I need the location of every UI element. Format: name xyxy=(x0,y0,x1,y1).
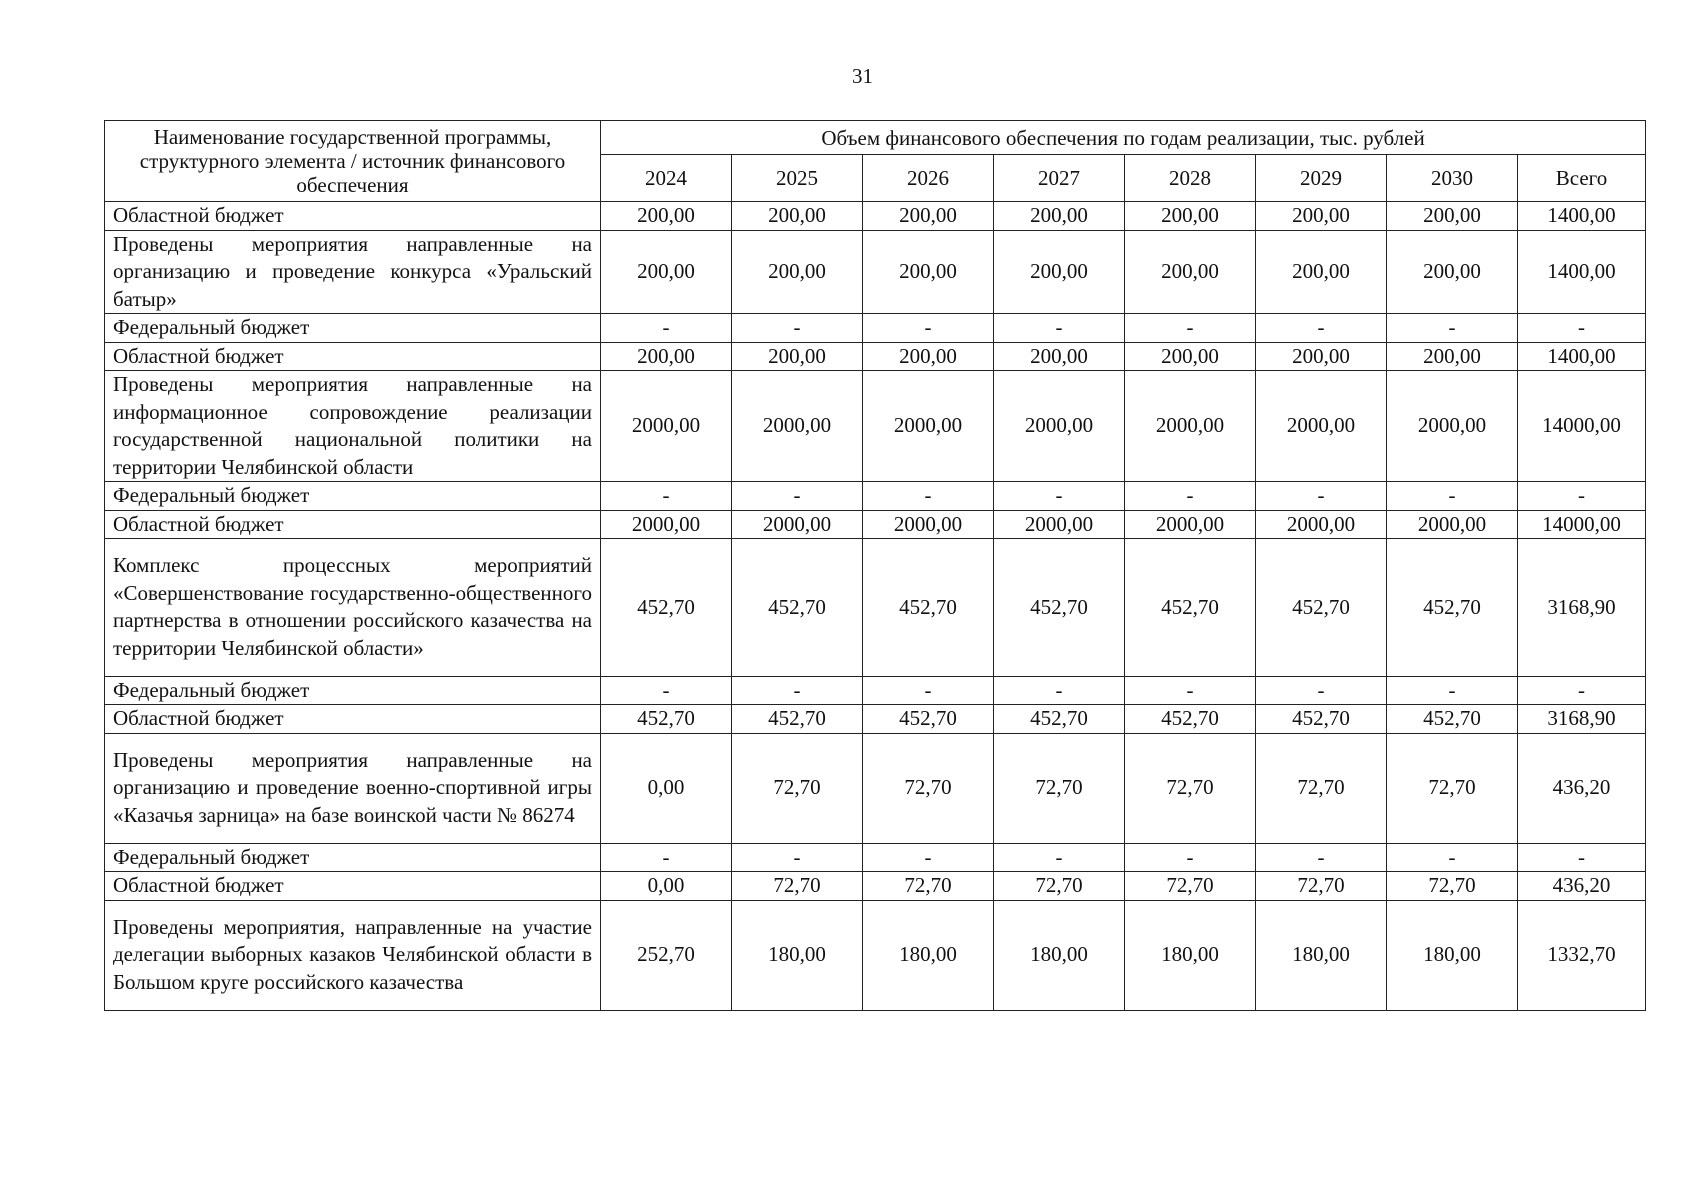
row-name-cell: Областной бюджет xyxy=(105,202,601,231)
year-value-cell: 72,70 xyxy=(1125,872,1256,901)
row-name-cell: Федеральный бюджет xyxy=(105,482,601,511)
total-value-cell: 14000,00 xyxy=(1518,510,1646,539)
funding-volume-header: Объем финансового обеспечения по годам реализации, тыс. рублей xyxy=(601,121,1646,155)
table-row xyxy=(105,900,1646,1010)
year-column-header: 2029 xyxy=(1256,155,1387,202)
year-value-cell: 200,00 xyxy=(994,230,1125,314)
name-column-header: Наименование государственной программы, структурного элемента / источник финансового обеспечения xyxy=(105,121,601,202)
year-value-cell: 452,70 xyxy=(1125,539,1256,677)
year-value-cell: - xyxy=(1125,482,1256,511)
year-column-header: 2030 xyxy=(1387,155,1518,202)
table-row xyxy=(105,510,1646,539)
year-value-cell: 2000,00 xyxy=(1125,371,1256,482)
row-name-cell: Областной бюджет xyxy=(105,342,601,371)
year-value-cell: 452,70 xyxy=(732,705,863,734)
year-value-cell: - xyxy=(732,482,863,511)
total-value-cell: 3168,90 xyxy=(1518,539,1646,677)
year-value-cell: - xyxy=(1387,676,1518,705)
year-value-cell: 72,70 xyxy=(994,872,1125,901)
total-value-cell: 436,20 xyxy=(1518,872,1646,901)
total-value-cell: 436,20 xyxy=(1518,733,1646,843)
year-value-cell: 180,00 xyxy=(1125,900,1256,1010)
year-value-cell: 200,00 xyxy=(1387,230,1518,314)
year-value-cell: 200,00 xyxy=(601,230,732,314)
year-value-cell: 2000,00 xyxy=(863,510,994,539)
year-value-cell: - xyxy=(1256,482,1387,511)
row-name-cell: Федеральный бюджет xyxy=(105,314,601,343)
year-value-cell: 2000,00 xyxy=(601,510,732,539)
year-value-cell: 72,70 xyxy=(732,733,863,843)
year-value-cell: - xyxy=(601,314,732,343)
table-row xyxy=(105,843,1646,872)
year-value-cell: - xyxy=(601,482,732,511)
year-value-cell: 200,00 xyxy=(1125,230,1256,314)
table-row xyxy=(105,371,1646,482)
row-name-cell: Областной бюджет xyxy=(105,510,601,539)
year-value-cell: - xyxy=(1125,676,1256,705)
year-value-cell: - xyxy=(732,843,863,872)
year-value-cell: 200,00 xyxy=(1125,342,1256,371)
row-name-cell: Областной бюджет xyxy=(105,872,601,901)
year-value-cell: 200,00 xyxy=(1256,202,1387,231)
total-value-cell: 14000,00 xyxy=(1518,371,1646,482)
year-value-cell: 200,00 xyxy=(732,202,863,231)
year-value-cell: 452,70 xyxy=(601,705,732,734)
total-column-header: Всего xyxy=(1518,155,1646,202)
table-row xyxy=(105,482,1646,511)
year-value-cell: 2000,00 xyxy=(863,371,994,482)
table-row xyxy=(105,230,1646,314)
year-value-cell: - xyxy=(863,843,994,872)
table-row xyxy=(105,202,1646,231)
year-value-cell: 0,00 xyxy=(601,872,732,901)
total-value-cell: 3168,90 xyxy=(1518,705,1646,734)
year-value-cell: 200,00 xyxy=(732,230,863,314)
year-value-cell: 180,00 xyxy=(1256,900,1387,1010)
year-value-cell: 452,70 xyxy=(601,539,732,677)
table-row xyxy=(105,733,1646,843)
year-value-cell: - xyxy=(1256,676,1387,705)
table-row xyxy=(105,872,1646,901)
year-column-header: 2026 xyxy=(863,155,994,202)
year-value-cell: - xyxy=(1387,482,1518,511)
table-row xyxy=(105,342,1646,371)
total-value-cell: - xyxy=(1518,314,1646,343)
year-value-cell: 200,00 xyxy=(1256,342,1387,371)
year-value-cell: - xyxy=(994,314,1125,343)
year-value-cell: 200,00 xyxy=(732,342,863,371)
table-row xyxy=(105,705,1646,734)
year-value-cell: 200,00 xyxy=(1387,202,1518,231)
year-value-cell: 452,70 xyxy=(994,705,1125,734)
year-value-cell: 2000,00 xyxy=(601,371,732,482)
year-value-cell: - xyxy=(994,676,1125,705)
table-body xyxy=(105,202,1646,1011)
year-value-cell: 180,00 xyxy=(994,900,1125,1010)
year-value-cell: 72,70 xyxy=(1387,733,1518,843)
year-column-header: 2024 xyxy=(601,155,732,202)
year-value-cell: 200,00 xyxy=(601,202,732,231)
row-name-cell: Федеральный бюджет xyxy=(105,843,601,872)
year-value-cell: - xyxy=(1256,843,1387,872)
year-value-cell: 72,70 xyxy=(1125,733,1256,843)
year-value-cell: - xyxy=(1256,314,1387,343)
year-value-cell: - xyxy=(601,843,732,872)
year-value-cell: 200,00 xyxy=(1256,230,1387,314)
year-value-cell: - xyxy=(1125,314,1256,343)
year-value-cell: 200,00 xyxy=(601,342,732,371)
financing-table xyxy=(104,120,1646,1011)
year-value-cell: 2000,00 xyxy=(1125,510,1256,539)
year-value-cell: 452,70 xyxy=(1256,539,1387,677)
year-value-cell: 200,00 xyxy=(1387,342,1518,371)
year-column-header: 2025 xyxy=(732,155,863,202)
year-column-header: 2027 xyxy=(994,155,1125,202)
year-value-cell: 2000,00 xyxy=(1256,510,1387,539)
year-value-cell: 72,70 xyxy=(1256,733,1387,843)
year-value-cell: 452,70 xyxy=(863,539,994,677)
year-value-cell: - xyxy=(994,482,1125,511)
total-value-cell: 1400,00 xyxy=(1518,202,1646,231)
total-value-cell: 1400,00 xyxy=(1518,230,1646,314)
year-value-cell: 452,70 xyxy=(1387,705,1518,734)
year-value-cell: 452,70 xyxy=(1125,705,1256,734)
year-value-cell: - xyxy=(994,843,1125,872)
year-value-cell: 72,70 xyxy=(732,872,863,901)
year-value-cell: 72,70 xyxy=(863,872,994,901)
year-value-cell: 2000,00 xyxy=(732,371,863,482)
year-value-cell: 72,70 xyxy=(994,733,1125,843)
year-value-cell: 72,70 xyxy=(863,733,994,843)
year-value-cell: 2000,00 xyxy=(994,371,1125,482)
year-value-cell: 2000,00 xyxy=(1256,371,1387,482)
year-value-cell: 2000,00 xyxy=(1387,371,1518,482)
year-value-cell: - xyxy=(732,314,863,343)
year-value-cell: - xyxy=(863,676,994,705)
year-value-cell: 2000,00 xyxy=(732,510,863,539)
total-value-cell: 1400,00 xyxy=(1518,342,1646,371)
year-column-header: 2028 xyxy=(1125,155,1256,202)
row-name-cell: Проведены мероприятия направленные на организацию и проведение военно-спортивной игры «Казачья зарница» на базе воинской части № 86274 xyxy=(105,733,601,843)
total-value-cell: - xyxy=(1518,482,1646,511)
table-row xyxy=(105,539,1646,677)
year-value-cell: 72,70 xyxy=(1256,872,1387,901)
year-value-cell: 200,00 xyxy=(863,230,994,314)
year-value-cell: - xyxy=(1125,843,1256,872)
page-number: 31 xyxy=(852,64,873,88)
year-value-cell: 2000,00 xyxy=(994,510,1125,539)
year-value-cell: 180,00 xyxy=(732,900,863,1010)
year-value-cell: 252,70 xyxy=(601,900,732,1010)
year-value-cell: 2000,00 xyxy=(1387,510,1518,539)
year-value-cell: 180,00 xyxy=(1387,900,1518,1010)
row-name-cell: Областной бюджет xyxy=(105,705,601,734)
row-name-cell: Проведены мероприятия, направленные на участие делегации выборных казаков Челябинской области в Большом круге российского казачества xyxy=(105,900,601,1010)
year-value-cell: 180,00 xyxy=(863,900,994,1010)
table-row xyxy=(105,314,1646,343)
year-value-cell: - xyxy=(1387,843,1518,872)
row-name-cell: Федеральный бюджет xyxy=(105,676,601,705)
year-value-cell: - xyxy=(732,676,863,705)
year-value-cell: - xyxy=(601,676,732,705)
year-value-cell: 0,00 xyxy=(601,733,732,843)
year-value-cell: 200,00 xyxy=(994,202,1125,231)
year-value-cell: 200,00 xyxy=(863,342,994,371)
year-value-cell: - xyxy=(1387,314,1518,343)
year-value-cell: 452,70 xyxy=(732,539,863,677)
total-value-cell: - xyxy=(1518,676,1646,705)
year-value-cell: 452,70 xyxy=(994,539,1125,677)
year-value-cell: 200,00 xyxy=(1125,202,1256,231)
table-header xyxy=(105,121,1646,202)
row-name-cell: Комплекс процессных мероприятий «Совершенствование государственно-общественного партнерства в отношении российского казачества на территории Челябинской области» xyxy=(105,539,601,677)
total-value-cell: 1332,70 xyxy=(1518,900,1646,1010)
row-name-cell: Проведены мероприятия направленные на информационное сопровождение реализации государственной национальной политики на территории Челябинской области xyxy=(105,371,601,482)
year-value-cell: 452,70 xyxy=(1256,705,1387,734)
row-name-cell: Проведены мероприятия направленные на организацию и проведение конкурса «Уральский батыр» xyxy=(105,230,601,314)
year-value-cell: 452,70 xyxy=(863,705,994,734)
year-value-cell: 452,70 xyxy=(1387,539,1518,677)
table-row xyxy=(105,676,1646,705)
year-value-cell: 72,70 xyxy=(1387,872,1518,901)
year-value-cell: - xyxy=(863,314,994,343)
year-value-cell: - xyxy=(863,482,994,511)
year-value-cell: 200,00 xyxy=(994,342,1125,371)
total-value-cell: - xyxy=(1518,843,1646,872)
year-value-cell: 200,00 xyxy=(863,202,994,231)
